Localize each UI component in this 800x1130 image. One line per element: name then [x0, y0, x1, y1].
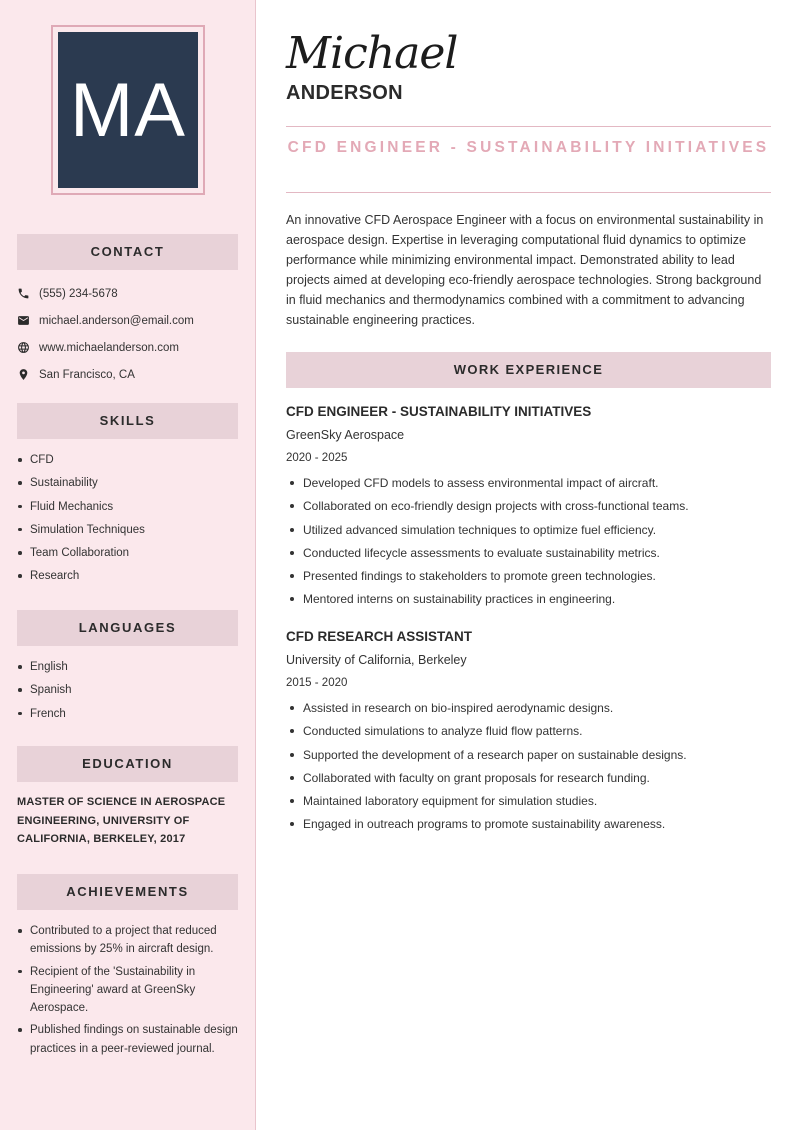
first-name: Michael	[286, 28, 458, 79]
job-bullets	[286, 474, 771, 614]
monogram: MA	[58, 32, 198, 188]
skills-section	[17, 403, 238, 591]
contact-section	[17, 234, 238, 388]
achievement-item: Published findings on sustainable design practices in a peer-reviewed journal.	[17, 1021, 238, 1058]
contact-phone	[17, 280, 238, 307]
mail-icon	[17, 314, 39, 327]
location-pin-icon	[17, 368, 39, 381]
job-bullets	[286, 699, 771, 839]
job-company: GreenSky Aerospace	[286, 428, 405, 442]
email-text[interactable]: michael.anderson@email.com	[39, 314, 194, 327]
job-role: CFD ENGINEER - SUSTAINABILITY INITIATIVES	[286, 404, 592, 419]
languages-heading: LANGUAGES	[17, 610, 238, 646]
job-bullet: Maintained laboratory equipment for simulation studies.	[286, 792, 771, 815]
job-bullet: Engaged in outreach programs to promote sustainability awareness.	[286, 815, 771, 838]
skills-heading: SKILLS	[17, 403, 238, 439]
job-entry	[286, 628, 771, 839]
phone-icon	[17, 287, 39, 300]
language-item: English	[17, 658, 238, 681]
job-bullet: Developed CFD models to assess environmental impact of aircraft.	[286, 474, 771, 497]
work-experience-heading: WORK EXPERIENCE	[286, 352, 771, 388]
education-text: MASTER OF SCIENCE IN AEROSPACE ENGINEERING, UNIVERSITY OF CALIFORNIA, BERKELEY, 2017	[17, 796, 226, 845]
language-item: French	[17, 705, 238, 728]
summary: An innovative CFD Aerospace Engineer with a focus on environmental sustainability in aerospace design. Expertise in leveraging computational fluid dynamics to optimize performance while minimizing environmental impact. Demonstrated ability to lead projects aimed at developing eco-friendly aerospace technologies. Strong background in fluid mechanics and thermodynamics combined with a commitment to advancing sustainable engineering practices.	[286, 213, 764, 327]
contact-heading: CONTACT	[17, 234, 238, 270]
job-dates: 2015 - 2020	[286, 677, 348, 689]
achievement-item: Contributed to a project that reduced emissions by 25% in aircraft design.	[17, 922, 238, 959]
contact-location	[17, 361, 238, 388]
job-title: CFD ENGINEER - SUSTAINABILITY INITIATIVES	[287, 139, 770, 156]
skill-item: CFD	[17, 451, 238, 474]
contact-list	[17, 280, 238, 388]
globe-icon	[17, 341, 39, 354]
title-rule-top	[286, 126, 771, 127]
job-entry	[286, 403, 771, 614]
language-item: Spanish	[17, 681, 238, 704]
job-bullet: Collaborated with faculty on grant proposals for research funding.	[286, 769, 771, 792]
job-role: CFD RESEARCH ASSISTANT	[286, 629, 473, 644]
job-dates: 2020 - 2025	[286, 452, 348, 464]
skill-item: Simulation Techniques	[17, 521, 238, 544]
job-bullet: Mentored interns on sustainability practices in engineering.	[286, 590, 771, 613]
skill-item: Research	[17, 567, 238, 590]
title-rule-bottom	[286, 192, 771, 193]
achievement-item: Recipient of the 'Sustainability in Engineering' award at GreenSky Aerospace.	[17, 963, 238, 1018]
monogram-frame	[51, 25, 205, 195]
job-bullet: Collaborated on eco-friendly design projects with cross-functional teams.	[286, 497, 771, 520]
skill-item: Team Collaboration	[17, 544, 238, 567]
job-bullet: Conducted lifecycle assessments to evaluate sustainability metrics.	[286, 544, 771, 567]
contact-website	[17, 334, 238, 361]
job-bullet: Presented findings to stakeholders to promote green technologies.	[286, 567, 771, 590]
location-text: San Francisco, CA	[39, 368, 135, 381]
job-bullet: Supported the development of a research paper on sustainable designs.	[286, 746, 771, 769]
job-bullet: Conducted simulations to analyze fluid flow patterns.	[286, 722, 771, 745]
job-bullet: Assisted in research on bio-inspired aerodynamic designs.	[286, 699, 771, 722]
skill-item: Sustainability	[17, 474, 238, 497]
sidebar	[0, 0, 256, 1130]
achievements-list	[17, 922, 238, 1058]
last-name: ANDERSON	[286, 82, 403, 104]
job-company: University of California, Berkeley	[286, 653, 467, 667]
education-heading: EDUCATION	[17, 746, 238, 782]
languages-section	[17, 610, 238, 728]
achievements-heading: ACHIEVEMENTS	[17, 874, 238, 910]
contact-email	[17, 307, 238, 334]
languages-list	[17, 658, 238, 728]
skills-list	[17, 451, 238, 591]
achievements-section	[17, 874, 238, 1062]
website-text[interactable]: www.michaelanderson.com	[39, 341, 179, 354]
education-section	[17, 746, 238, 849]
skill-item: Fluid Mechanics	[17, 498, 238, 521]
phone-text[interactable]: (555) 234-5678	[39, 287, 118, 300]
job-bullet: Utilized advanced simulation techniques to optimize fuel efficiency.	[286, 521, 771, 544]
